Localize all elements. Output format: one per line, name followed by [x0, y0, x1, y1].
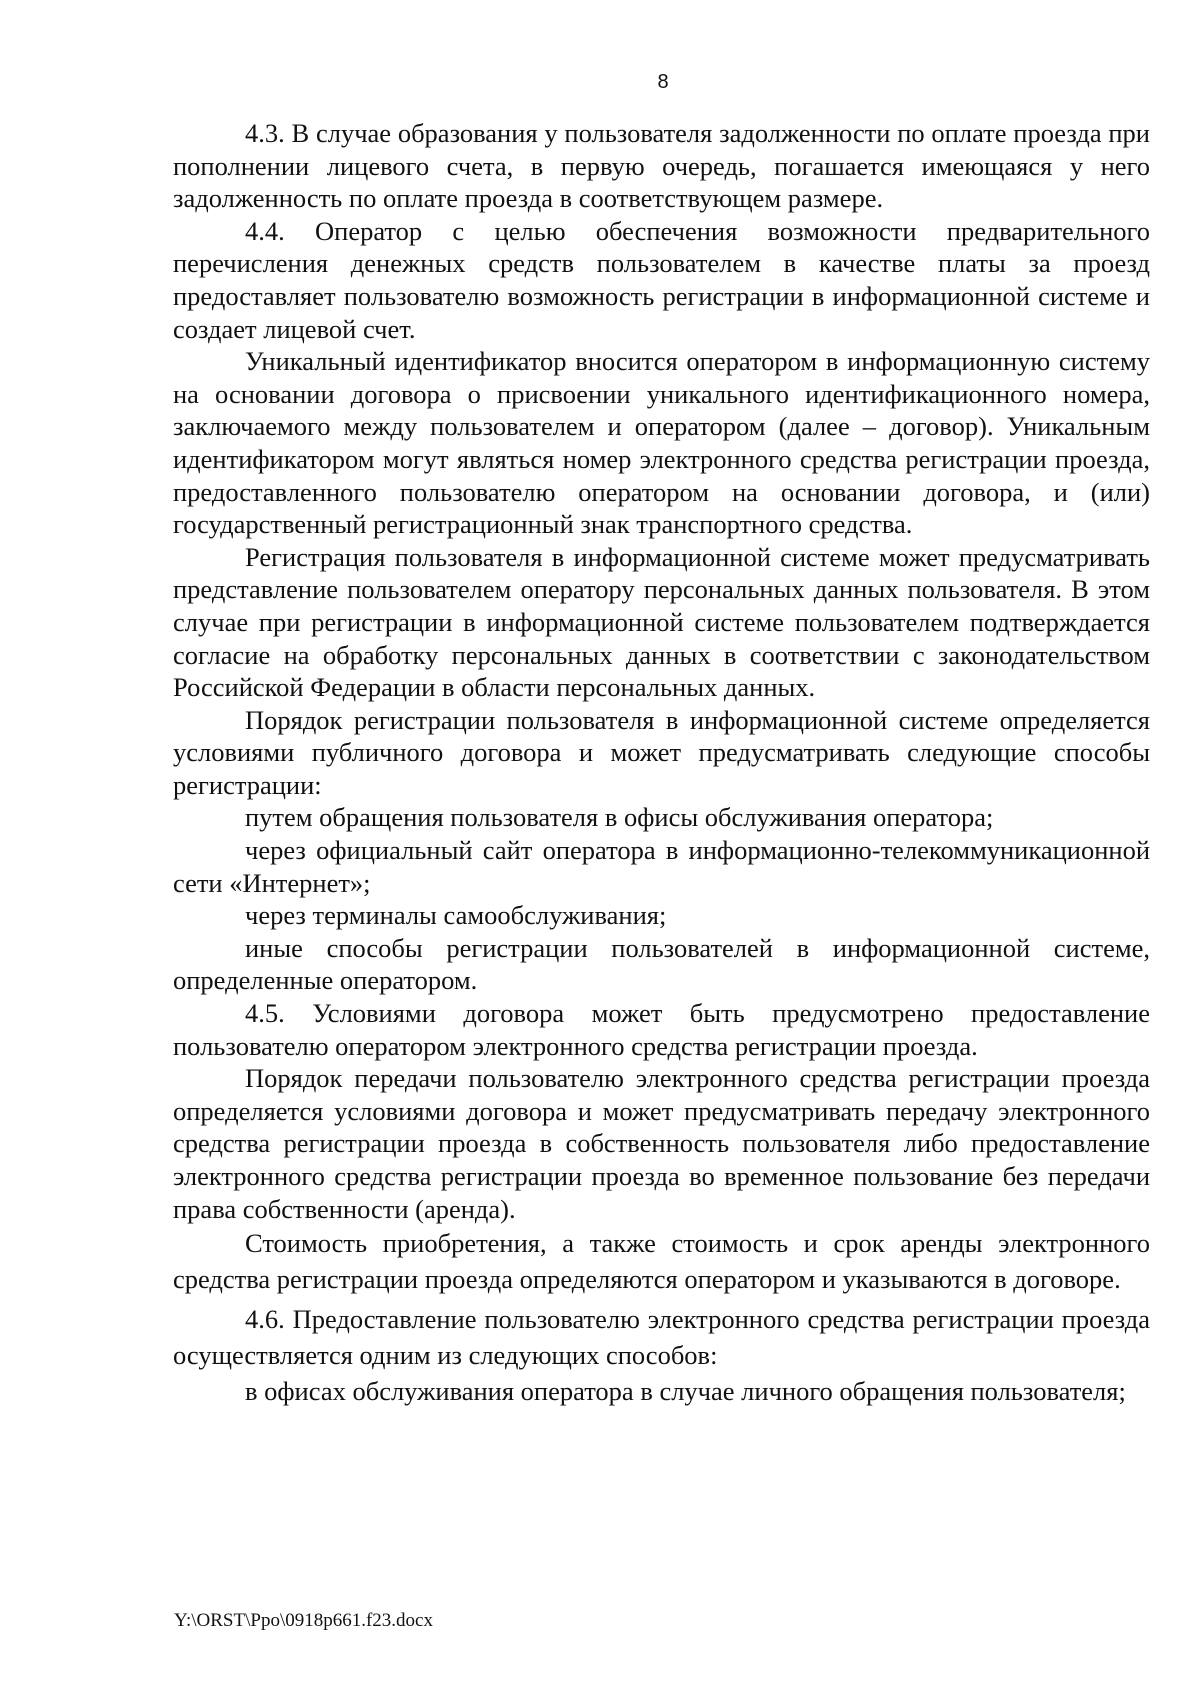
paragraph-cost: Стоимость приобретения, а также стоимость и срок аренды электронного средства регистрации проезда определяются оператором и указываются в договоре. — [173, 1228, 1150, 1295]
paragraph-registration-order: Порядок регистрации пользователя в информационной системе определяется условиями публичного договора и может предусматривать следующие способы регистрации: — [173, 704, 1150, 800]
paragraph-unique-identifier: Уникальный идентификатор вносится оператором в информационную систему на основании договора о присвоении уникального идентификационного номера, заключаемого между пользователем и оператором (далее – договор). Уникальным идентификатором могут являться номер электронного средства регистрации проезда, предоставленного пользователю оператором на основании договора, и (или) государственный регистрационный знак транспортного средства. — [173, 346, 1150, 540]
paragraph-transfer-order: Порядок передачи пользователю электронного средства регистрации проезда определяется условиями договора и может предусматривать передачу электронного средства регистрации проезда в собственность пользователя либо предоставление электронного средства регистрации проезда во временное пользование без передачи права собственности (аренда). — [173, 1063, 1150, 1224]
footer-file-path: Y:\ORST\Ppo\0918p661.f23.docx — [174, 1610, 433, 1631]
list-item-terminals: через терминалы самообслуживания; — [245, 900, 667, 931]
document-body — [173, 117, 1150, 1409]
list-item-other-methods: иные способы регистрации пользователей в информационной системе, определенные оператором. — [173, 932, 1150, 996]
paragraph-4-3: 4.3. В случае образования у пользователя задолженности по оплате проезда при пополнении лицевого счета, в первую очередь, погашается имеющаяся у него задолженность по оплате проезда в соответствующем размере. — [173, 118, 1150, 214]
paragraph-4-5: 4.5. Условиями договора может быть предусмотрено предоставление пользователю оператором электронного средства регистрации проезда. — [173, 998, 1150, 1061]
paragraph-registration-personal-data: Регистрация пользователя в информационной системе может предусматривать представление пользователем оператору персональных данных пользователя. В этом случае при регистрации в информационной системе пользователем подтверждается согласие на обработку персональных данных в соответствии с законодательством Российской Федерации в области персональных данных. — [173, 541, 1150, 703]
list-item-office-visit: в офисах обслуживания оператора в случае личного обращения пользователя; — [245, 1376, 1126, 1407]
paragraph-4-4: 4.4. Оператор с целью обеспечения возможности предварительного перечисления денежных средств пользователем в качестве платы за проезд предоставляет пользователю возможность регистрации в информационной системе и создает лицевой счет. — [173, 215, 1150, 344]
list-item-website: через официальный сайт оператора в информационно-телекоммуникационной сети «Интернет»; — [173, 835, 1150, 898]
paragraph-4-6: 4.6. Предоставление пользователю электронного средства регистрации проезда осуществляется одним из следующих способов: — [173, 1304, 1150, 1371]
page-number: 8 — [657, 71, 669, 93]
list-item-offices: путем обращения пользователя в офисы обслуживания оператора; — [245, 802, 994, 833]
